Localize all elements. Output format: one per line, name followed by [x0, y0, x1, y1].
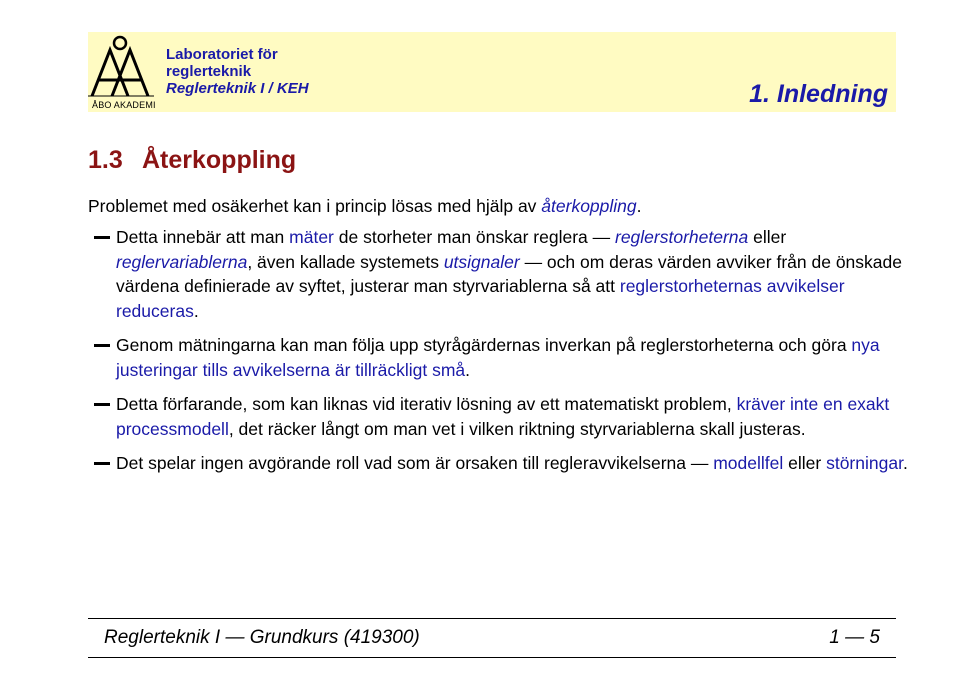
text: , även kallade systemets: [247, 251, 444, 272]
footer: [88, 618, 896, 658]
list-item: [88, 392, 908, 441]
text: Detta innebär att man: [116, 227, 290, 247]
section-heading: Återkoppling: [142, 146, 297, 174]
dash-bullet: [94, 236, 110, 239]
footer-course: Reglerteknik I — Grundkurs (419300): [104, 627, 420, 648]
intro-paragraph: [88, 194, 642, 219]
text: .: [465, 359, 471, 380]
intro-end: .: [636, 196, 642, 216]
highlight: störningar: [826, 453, 903, 473]
dept-line1: Laboratoriet för: [166, 46, 278, 63]
section-title: [88, 146, 296, 175]
text: Detta förfarande, som kan liknas vid iterativ lösning av ett matematiskt problem,: [116, 394, 737, 414]
dash-bullet: [94, 462, 110, 465]
highlight: modellfel: [713, 453, 784, 473]
intro-text: Problemet med osäkerhet kan i princip lösas med hjälp av: [88, 196, 542, 216]
text: , det räcker långt om man vet i vilken riktning styrvariablerna skall justeras.: [228, 418, 806, 439]
highlight: mäter: [289, 227, 334, 247]
text: Det spelar ingen avgörande roll vad som är orsaken till regleravvikelserna —: [116, 453, 714, 473]
chapter-title: 1. Inledning: [749, 80, 888, 108]
dash-bullet: [94, 403, 110, 406]
text: .: [902, 453, 908, 473]
text: de storheter man önskar reglera —: [333, 227, 615, 247]
list-item: [88, 225, 908, 323]
text: eller: [748, 227, 787, 247]
dept-line2: reglerteknik: [166, 63, 252, 80]
highlight: kräver inte en exakt processmodell: [116, 394, 890, 439]
text: eller: [783, 453, 827, 473]
list-item: [88, 451, 908, 476]
highlight: nya justeringar tills avvikelserna är tillräckligt små: [116, 335, 880, 380]
text: .: [193, 300, 199, 321]
bullet-list: [88, 225, 908, 486]
term: reglerstorheterna: [615, 227, 749, 247]
section-number: 1.3: [88, 146, 123, 174]
intro-emphasis: återkoppling: [541, 196, 637, 216]
list-item: [88, 333, 908, 382]
dash-bullet: [94, 344, 110, 347]
text: Genom mätningarna kan man följa upp styrågärdernas inverkan på reglerstorheterna och göra: [116, 335, 852, 355]
text: — och om deras värden avviker från de önskade värdena definierade av syftet, justerar man styrvariablerna så att: [116, 251, 902, 296]
term: utsignaler: [443, 251, 520, 272]
highlight: reglerstorheternas avvikelser reduceras: [116, 276, 845, 321]
logo-caption: ÅBO AKADEMI: [92, 100, 156, 110]
dept-line3: Reglerteknik I / KEH: [166, 80, 309, 97]
department-name: [166, 46, 309, 97]
footer-page-number: 1 — 5: [829, 627, 880, 648]
term: reglervariablerna: [116, 251, 248, 272]
